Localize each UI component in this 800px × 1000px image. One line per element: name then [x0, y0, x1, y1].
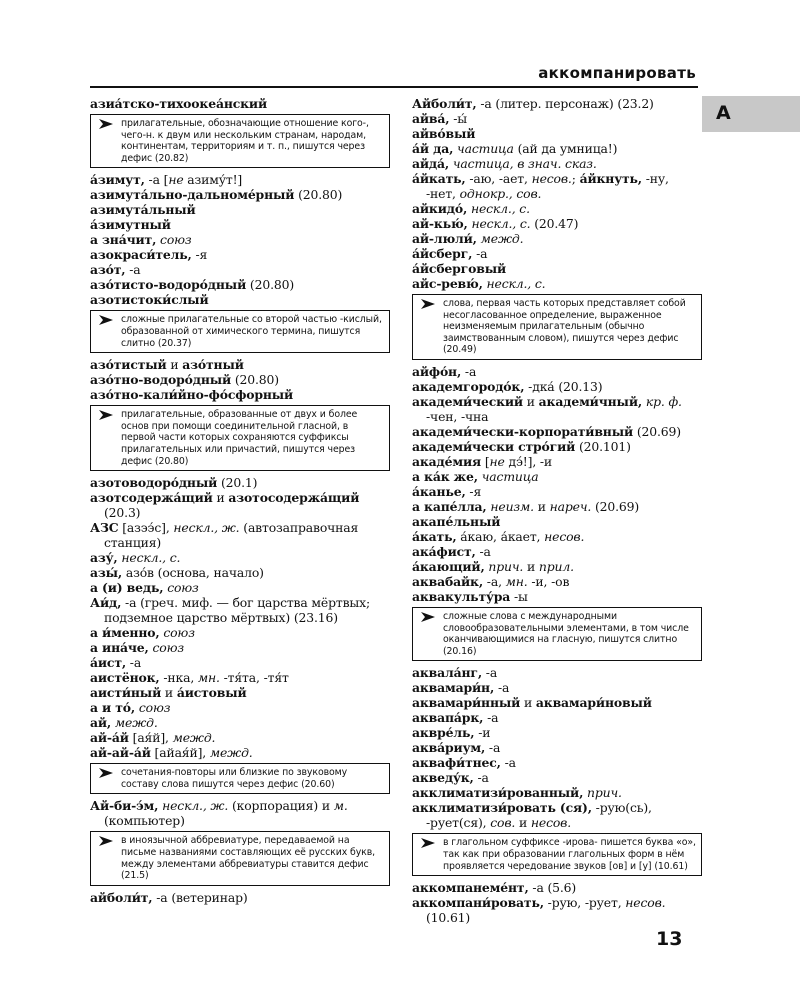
headword: аквала́нг,	[412, 665, 483, 681]
headword: Аи́д,	[90, 595, 122, 611]
entry-text: ;	[571, 171, 580, 186]
entry-text: -а	[500, 755, 516, 771]
headword: акклиматизи́рованный,	[412, 785, 584, 801]
grammar-label: неизм.	[486, 498, 534, 514]
grammar-label: нескл., с.	[467, 201, 530, 216]
dictionary-entry	[412, 276, 702, 291]
dictionary-entry	[90, 550, 390, 565]
dictionary-entry	[90, 277, 390, 292]
pointer-arrow-icon	[99, 836, 113, 846]
grammar-label: нескл., ж.	[158, 798, 229, 814]
dictionary-entry	[90, 217, 390, 232]
headword: азимута́льно-дальноме́рный	[90, 187, 295, 203]
entry-text: -нка,	[159, 670, 198, 686]
entry-text: -рую(сь), -рует(ся),	[426, 800, 652, 831]
grammar-label: прил.	[538, 558, 574, 574]
dictionary-entry	[412, 156, 702, 171]
rule-text: сложные слова с международными словообразовательными элементами, в том числе оканчивающимися на гласную, пишутся слитно (20.16)	[443, 610, 689, 657]
entry-text: -ну, -нет,	[426, 171, 669, 201]
dictionary-entry	[412, 469, 702, 484]
grammar-label: мн.	[505, 573, 528, 589]
headword: акаде́мия	[412, 453, 482, 469]
entry-text: а́каю, а́кает,	[456, 528, 545, 544]
grammar-label: союз	[159, 625, 195, 641]
headword: а́йсберговый	[412, 261, 507, 276]
headword: азо́тно-кали́йно-фо́сфорный	[90, 387, 294, 403]
dictionary-entry	[90, 798, 390, 828]
grammar-label: частица, в знач. сказ.	[449, 156, 597, 171]
dictionary-entry	[90, 730, 390, 745]
headword: а́йкать,	[412, 171, 466, 186]
dictionary-entry	[90, 745, 390, 760]
grammar-label: кр. ф.	[642, 393, 682, 409]
entry-text: -аю, -ает,	[465, 171, 532, 186]
grammar-label: сов.	[490, 815, 516, 831]
headword: а (и) ведь,	[90, 580, 164, 596]
grammar-label: м.	[333, 798, 348, 814]
spelling-rule-box	[412, 833, 702, 876]
headword: а капе́лла,	[412, 498, 487, 514]
dictionary-entry	[90, 387, 390, 402]
entry-text: [азээ́с],	[118, 520, 174, 536]
pointer-arrow-icon	[421, 838, 435, 848]
entry-text: и	[515, 815, 531, 831]
dictionary-entry	[412, 261, 702, 276]
headword: академи́чный,	[538, 393, 643, 409]
grammar-label: нескл., с.	[467, 216, 531, 231]
headword: а ка́к же,	[412, 468, 478, 484]
rule-text: слова, первая часть которых представляет собой несогласованное определение, выраженное неизменяемым прилагательным (обычно заимствованным словом), пишутся через дефис (20.49)	[443, 298, 686, 356]
entry-text: и	[161, 685, 177, 701]
entry-text: -а (ветеринар)	[152, 889, 248, 905]
headword: а́канье,	[412, 483, 466, 499]
headword: акапе́льный	[412, 513, 501, 529]
headword: аккомпани́ровать,	[412, 895, 544, 911]
headword: аквабайк,	[412, 573, 484, 589]
headword: академи́ческий	[412, 393, 523, 409]
dictionary-entry	[412, 770, 702, 785]
headword: азотоводоро́дный	[90, 475, 218, 491]
grammar-label: однокр., сов.	[459, 186, 542, 201]
dictionary-entry	[412, 126, 702, 141]
headword: айва́,	[412, 111, 450, 126]
entry-text: -а	[483, 710, 499, 726]
grammar-label: частица	[477, 468, 539, 484]
headword: Ай-би-э́м,	[90, 798, 159, 814]
headword: азотосодержа́щий	[228, 490, 360, 506]
dictionary-entry	[412, 394, 702, 424]
dictionary-entry	[412, 725, 702, 740]
entry-text: -а	[494, 680, 510, 696]
headword: азотистоки́слый	[90, 292, 209, 308]
entry-text: -а	[485, 740, 501, 756]
dictionary-entry	[412, 171, 702, 201]
grammar-label: несов.	[544, 528, 585, 544]
dictionary-entry	[412, 559, 702, 574]
header-rule	[90, 86, 698, 88]
dictionary-entry	[412, 454, 702, 469]
dictionary-entry	[90, 670, 390, 685]
dictionary-entry	[90, 595, 390, 625]
dictionary-entry	[90, 475, 390, 490]
dictionary-entry	[90, 625, 390, 640]
entry-text: (20.80)	[294, 187, 343, 203]
dictionary-entry	[412, 96, 702, 111]
spelling-rule-box	[90, 310, 390, 353]
left-column	[90, 96, 390, 905]
entry-text: дэ́!], -и	[504, 453, 553, 469]
headword: ай-люли́,	[412, 231, 477, 246]
dictionary-entry	[412, 379, 702, 394]
dictionary-entry	[412, 665, 702, 680]
dictionary-entry	[412, 439, 702, 454]
grammar-label: союз	[148, 640, 184, 656]
grammar-label: межд.	[172, 730, 216, 746]
entry-text: -и	[474, 725, 491, 741]
dictionary-entry	[412, 755, 702, 770]
entry-text: (корпорация) и	[228, 798, 334, 814]
dictionary-entry	[412, 364, 702, 379]
dictionary-entry	[412, 800, 702, 830]
pointer-arrow-icon	[421, 299, 435, 309]
headword: академи́чески-корпорати́вный	[412, 423, 634, 439]
headword: азиа́тско-тихоокеа́нский	[90, 96, 268, 111]
entry-text: -а	[472, 246, 488, 261]
dictionary-entry	[90, 372, 390, 387]
spelling-rule-box	[412, 294, 702, 360]
headword: ай-а́й	[90, 730, 129, 746]
spelling-rule-box	[90, 405, 390, 471]
dictionary-entry	[90, 172, 390, 187]
entry-text: [	[481, 453, 490, 469]
dictionary-entry	[90, 202, 390, 217]
entry-text: и	[166, 357, 183, 373]
dictionary-entry	[412, 740, 702, 755]
pointer-arrow-icon	[421, 612, 435, 622]
headword: азо́тистый	[90, 357, 167, 373]
entry-text: -а,	[483, 573, 506, 589]
dictionary-entry	[412, 231, 702, 246]
dictionary-entry	[412, 680, 702, 695]
headword: аквре́ль,	[412, 725, 475, 741]
dictionary-entry	[90, 565, 390, 580]
running-head-word: аккомпанировать	[538, 64, 696, 82]
headword: азо́т,	[90, 262, 126, 278]
dictionary-entry	[90, 580, 390, 595]
headword: а́зимутный	[90, 217, 171, 233]
headword: а и то́,	[90, 700, 136, 716]
dictionary-entry	[90, 700, 390, 715]
grammar-label: несов.	[531, 171, 572, 186]
headword: а́йсберг,	[412, 246, 473, 261]
entry-text: -я	[191, 247, 208, 263]
dictionary-entry	[412, 201, 702, 216]
grammar-label: союз	[163, 580, 199, 596]
headword: айво́вый	[412, 126, 476, 141]
entry-text: азиму́т!]	[183, 172, 243, 188]
right-column	[412, 96, 702, 925]
pointer-arrow-icon	[99, 410, 113, 420]
headword: а зна́чит,	[90, 232, 157, 248]
dictionary-entry	[412, 544, 702, 559]
dictionary-entry	[90, 520, 390, 550]
entry-text: (20.80)	[246, 277, 295, 293]
dictionary-entry	[90, 187, 390, 202]
pointer-arrow-icon	[99, 119, 113, 129]
entry-text: (ай да умница!)	[513, 141, 618, 156]
entry-text: -ы	[510, 588, 528, 604]
dictionary-entry	[412, 529, 702, 544]
grammar-label: частица	[453, 141, 514, 156]
dictionary-entry	[90, 357, 390, 372]
headword: ака́фист,	[412, 543, 476, 559]
grammar-label: мн.	[197, 670, 220, 686]
dictionary-entry	[412, 880, 702, 895]
headword: айкидо́,	[412, 201, 468, 216]
dictionary-entry	[412, 695, 702, 710]
headword: аквакульту́ра	[412, 588, 511, 604]
headword: ай-ай-а́й	[90, 745, 151, 761]
dictionary-entry	[412, 111, 702, 126]
dictionary-entry	[412, 246, 702, 261]
entry-text: -я	[465, 483, 482, 499]
page-number: 13	[656, 928, 683, 950]
rule-text: сложные прилагательные со второй частью -кислый, образованной от химического термина, пишутся слитно (20.37)	[121, 314, 382, 349]
grammar-label: прич.	[583, 785, 622, 801]
entry-text: и	[212, 490, 229, 506]
dictionary-entry	[90, 490, 390, 520]
grammar-label: межд.	[111, 715, 158, 731]
entry-text: и	[520, 695, 536, 711]
letter-tab-label: А	[716, 102, 731, 124]
entry-text: -а	[125, 262, 141, 278]
entry-text: (автозаправочная станция)	[104, 520, 359, 551]
dictionary-entry	[412, 499, 702, 514]
entry-text: и	[522, 393, 539, 409]
rule-text: в иноязычной аббревиатуре, передаваемой на письме названиями составляющих её русских букв, между элементами аббревиатуры ставится дефис (21.5)	[121, 835, 376, 882]
headword: аквамари́нный	[412, 695, 521, 711]
headword: азо́тисто-водоро́дный	[90, 277, 247, 293]
grammar-label: прич.	[484, 558, 524, 574]
headword: а́кающий,	[412, 558, 485, 574]
dictionary-entry	[90, 96, 390, 111]
headword: аквапа́рк,	[412, 710, 484, 726]
rule-text: прилагательные, образованные от двух и более основ при помощи соединительной гласной, в первой части которых сохраняются суффиксы прилагательных или причастий, пишутся через дефис (20.80)	[121, 409, 358, 467]
headword: а́ист,	[90, 655, 127, 671]
dictionary-entry	[90, 640, 390, 655]
entry-text: -а	[475, 543, 491, 559]
entry-text: -а [	[144, 172, 169, 188]
dictionary-entry	[412, 514, 702, 529]
entry-text: и	[523, 558, 539, 574]
grammar-label: несов.	[625, 895, 666, 911]
grammar-label: нескл., с.	[117, 550, 181, 566]
headword: айс-ревю́,	[412, 276, 483, 291]
pointer-arrow-icon	[99, 315, 113, 325]
dictionary-entry	[90, 247, 390, 262]
dictionary-entry	[412, 895, 702, 925]
grammar-label: не	[489, 453, 505, 469]
headword: айфо́н,	[412, 363, 462, 379]
letter-tab	[702, 96, 800, 132]
spelling-rule-box	[90, 831, 390, 885]
dictionary-entry	[412, 574, 702, 589]
entry-text: -ы́	[449, 111, 467, 126]
entry-text: (20.1)	[217, 475, 258, 491]
rule-text: сочетания-повторы или близкие по звуковому составу слова пишутся через дефис (20.60)	[121, 767, 348, 790]
entry-text: (10.61)	[426, 910, 471, 926]
headword: аквафи́тнес,	[412, 755, 501, 771]
dictionary-entry	[412, 141, 702, 156]
entry-text: [айая́й],	[150, 745, 210, 761]
entry-text: и	[533, 498, 550, 514]
grammar-label: союз	[135, 700, 171, 716]
rule-text: прилагательные, обозначающие отношение кого-, чего-н. к двум или нескольким странам, народам, континентам, территориям и т. п., пишутся через дефис (20.82)	[121, 118, 369, 164]
entry-text: -а	[482, 665, 498, 681]
headword: аисти́ный	[90, 685, 162, 701]
grammar-label: нескл., с.	[482, 276, 546, 291]
entry-text: -а (5.6)	[528, 880, 577, 896]
dictionary-entry	[90, 890, 390, 905]
entry-text: -тя́та, -тя́т	[219, 670, 289, 686]
entry-text: (20.47)	[530, 216, 579, 231]
entry-text: азо́в (основа, начало)	[122, 565, 264, 581]
rule-text: в глагольном суффиксе -ирова- пишется буква «о», так как при образовании глагольных форм в нём проявляется чередование звуков [ов] и [у] (10.61)	[443, 837, 696, 872]
headword: а́кать,	[412, 528, 457, 544]
headword: а и́менно,	[90, 625, 160, 641]
dictionary-entry	[412, 710, 702, 725]
pointer-arrow-icon	[99, 768, 113, 778]
entry-text: (компьютер)	[104, 813, 185, 829]
dictionary-entry	[90, 262, 390, 277]
headword: аистёнок,	[90, 670, 160, 686]
entry-text: (20.69)	[591, 498, 640, 514]
headword: азу́,	[90, 550, 118, 566]
dictionary-entry	[412, 216, 702, 231]
headword: азы́,	[90, 565, 123, 581]
headword: аква́риум,	[412, 740, 486, 756]
dictionary-entry	[90, 232, 390, 247]
headword: академгородо́к,	[412, 378, 525, 394]
headword: а ина́че,	[90, 640, 149, 656]
grammar-label: союз	[156, 232, 192, 248]
grammar-label: межд.	[476, 231, 524, 246]
dictionary-entry	[90, 685, 390, 700]
headword: аккомпанеме́нт,	[412, 880, 529, 896]
entry-text: -а	[473, 770, 489, 786]
headword: АЗС	[90, 520, 119, 536]
entry-text: -и, -ов	[527, 573, 570, 589]
headword: айболи́т,	[90, 889, 153, 905]
spelling-rule-box	[90, 763, 390, 794]
grammar-label: не	[168, 172, 184, 188]
grammar-label: несов.	[530, 815, 572, 831]
headword: азо́тно-водоро́дный	[90, 372, 232, 388]
entry-text: -а	[126, 655, 142, 671]
entry-text: -дка́ (20.13)	[524, 378, 603, 394]
dictionary-entry	[412, 589, 702, 604]
headword: ай,	[90, 715, 112, 731]
headword: аквамари́н,	[412, 680, 495, 696]
entry-text: (20.3)	[104, 505, 141, 521]
entry-text: [ая́й],	[128, 730, 173, 746]
headword: а́й да,	[412, 141, 454, 156]
headword: а́йкнуть,	[579, 171, 642, 186]
headword: азо́тный	[182, 357, 244, 373]
dictionary-entry	[90, 715, 390, 730]
headword: а́истовый	[176, 685, 247, 701]
entry-text: -чен, -чна	[426, 408, 489, 424]
entry-text: -а	[461, 363, 477, 379]
headword: акведу́к,	[412, 770, 474, 786]
entry-text: -рую, -рует,	[543, 895, 626, 911]
dictionary-entry	[412, 785, 702, 800]
entry-text: -а (литер. персонаж) (23.2)	[476, 96, 654, 111]
entry-text: (20.80)	[231, 372, 279, 388]
headword: академи́чески стро́гий	[412, 438, 576, 454]
headword: айда́,	[412, 156, 450, 171]
grammar-label: межд.	[209, 745, 253, 761]
grammar-label: нареч.	[549, 498, 592, 514]
grammar-label: нескл., ж.	[173, 520, 240, 536]
dictionary-entry	[90, 655, 390, 670]
entry-text: -а (греч. миф. — бог царства мёртвых; подземное царство мёртвых) (23.16)	[104, 595, 370, 626]
headword: аквамари́новый	[535, 695, 652, 711]
dictionary-entry	[90, 292, 390, 307]
spelling-rule-box	[412, 607, 702, 661]
headword: азокраси́тель,	[90, 247, 192, 263]
headword: Айболи́т,	[412, 96, 477, 111]
headword: азимута́льный	[90, 202, 196, 218]
entry-text: (20.69)	[633, 423, 681, 439]
headword: ай-кью́,	[412, 216, 468, 231]
dictionary-entry	[412, 424, 702, 439]
dictionary-entry	[412, 484, 702, 499]
entry-text: (20.101)	[575, 438, 631, 454]
headword: азотсодержа́щий	[90, 490, 213, 506]
headword: акклиматизи́ровать (ся),	[412, 800, 592, 816]
headword: а́зимут,	[90, 172, 145, 188]
spelling-rule-box	[90, 114, 390, 168]
